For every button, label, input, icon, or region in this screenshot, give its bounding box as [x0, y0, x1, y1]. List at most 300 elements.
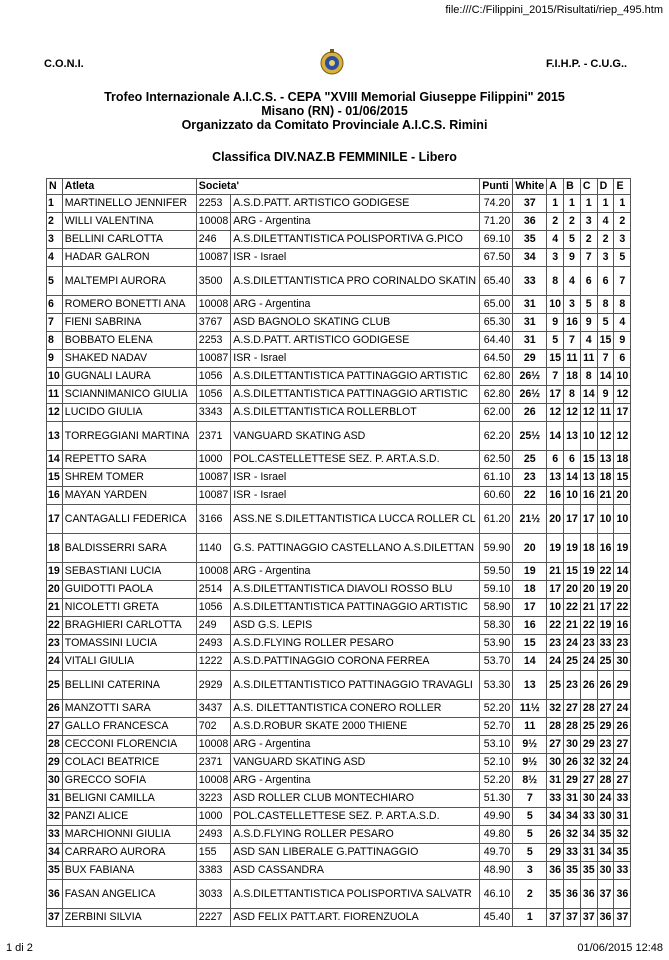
cell-a: 36	[547, 862, 564, 880]
cell-e: 24	[614, 754, 631, 772]
cell-societa: ASD ROLLER CLUB MONTECHIARO	[231, 790, 480, 808]
cell-n: 18	[47, 534, 63, 563]
cell-societa: A.S.D.PATT. ARTISTICO GODIGESE	[231, 332, 480, 350]
cell-a: 32	[547, 700, 564, 718]
cell-e: 27	[614, 736, 631, 754]
col-header-a: A	[547, 179, 564, 195]
cell-e: 22	[614, 599, 631, 617]
cell-n: 7	[47, 314, 63, 332]
table-row	[47, 880, 631, 909]
cell-n: 1	[47, 195, 63, 213]
cell-a: 28	[547, 718, 564, 736]
cell-c: 30	[580, 790, 597, 808]
cell-white: 31	[513, 314, 547, 332]
cell-b: 18	[564, 368, 581, 386]
cell-atleta: ROMERO BONETTI ANA	[62, 296, 196, 314]
cell-punti: 71.20	[480, 213, 513, 231]
cell-d: 22	[597, 563, 614, 581]
cell-c: 22	[580, 617, 597, 635]
cell-e: 5	[614, 249, 631, 267]
cell-societa: A.S. DILETTANTISTICA CONERO ROLLER	[231, 700, 480, 718]
table-row	[47, 772, 631, 790]
cell-c: 33	[580, 808, 597, 826]
cell-atleta: MARCHIONNI GIULIA	[62, 826, 196, 844]
cell-b: 6	[564, 451, 581, 469]
cell-c: 35	[580, 862, 597, 880]
cell-d: 32	[597, 754, 614, 772]
cell-d: 18	[597, 469, 614, 487]
cell-cod: 702	[196, 718, 230, 736]
cell-punti: 65.00	[480, 296, 513, 314]
cell-e: 10	[614, 505, 631, 534]
cell-c: 6	[580, 267, 597, 296]
cell-cod: 3223	[196, 790, 230, 808]
cell-d: 29	[597, 718, 614, 736]
cell-b: 1	[564, 195, 581, 213]
cell-e: 24	[614, 700, 631, 718]
table-row	[47, 671, 631, 700]
cell-b: 2	[564, 213, 581, 231]
cell-c: 14	[580, 386, 597, 404]
cell-b: 24	[564, 635, 581, 653]
cell-e: 23	[614, 635, 631, 653]
cell-e: 27	[614, 772, 631, 790]
col-header-d: D	[597, 179, 614, 195]
cell-societa: POL.CASTELLETTESE SEZ. P. ART.A.S.D.	[231, 451, 480, 469]
cell-atleta: SHAKED NADAV	[62, 350, 196, 368]
cell-b: 12	[564, 404, 581, 422]
cell-societa: VANGUARD SKATING ASD	[231, 422, 480, 451]
cell-punti: 62.80	[480, 386, 513, 404]
cell-atleta: GALLO FRANCESCA	[62, 718, 196, 736]
cell-societa: A.S.DILETTANTISTICA PATTINAGGIO ARTISTIC	[231, 599, 480, 617]
cell-a: 14	[547, 422, 564, 451]
cell-white: 35	[513, 231, 547, 249]
table-row	[47, 808, 631, 826]
table-row	[47, 469, 631, 487]
cell-c: 24	[580, 653, 597, 671]
cell-e: 16	[614, 617, 631, 635]
table-row	[47, 581, 631, 599]
cell-societa: A.S.DILETTANTISTICA PATTINAGGIO ARTISTIC	[231, 368, 480, 386]
table-row	[47, 563, 631, 581]
cell-cod: 3166	[196, 505, 230, 534]
cell-b: 10	[564, 487, 581, 505]
cell-cod: 2371	[196, 754, 230, 772]
cell-n: 31	[47, 790, 63, 808]
cell-b: 20	[564, 581, 581, 599]
cell-white: 3	[513, 862, 547, 880]
cell-white: 21½	[513, 505, 547, 534]
cell-cod: 10008	[196, 772, 230, 790]
cell-white: 19	[513, 563, 547, 581]
cell-societa: A.S.DILETTANTISTICA DIAVOLI ROSSO BLU	[231, 581, 480, 599]
cell-c: 31	[580, 844, 597, 862]
cell-societa: A.S.DILETTANTISTICA POLISPORTIVA SALVATR	[231, 880, 480, 909]
cell-d: 6	[597, 267, 614, 296]
cell-e: 12	[614, 386, 631, 404]
table-row	[47, 862, 631, 880]
cell-atleta: TORREGGIANI MARTINA	[62, 422, 196, 451]
table-row	[47, 386, 631, 404]
table-row	[47, 736, 631, 754]
classification-title: Classifica DIV.NAZ.B FEMMINILE - Libero	[212, 150, 457, 164]
cell-n: 32	[47, 808, 63, 826]
cell-atleta: WILLI VALENTINA	[62, 213, 196, 231]
event-organizer: Organizzato da Comitato Provinciale A.I.C.S. Rimini	[181, 118, 488, 132]
cell-white: 9½	[513, 754, 547, 772]
cell-b: 31	[564, 790, 581, 808]
cell-punti: 46.10	[480, 880, 513, 909]
cell-c: 13	[580, 469, 597, 487]
cell-punti: 53.70	[480, 653, 513, 671]
cell-punti: 53.10	[480, 736, 513, 754]
cell-punti: 58.90	[480, 599, 513, 617]
cell-d: 11	[597, 404, 614, 422]
cell-b: 3	[564, 296, 581, 314]
cell-c: 3	[580, 213, 597, 231]
table-row	[47, 404, 631, 422]
cell-white: 16	[513, 617, 547, 635]
cell-a: 10	[547, 296, 564, 314]
cell-b: 7	[564, 332, 581, 350]
cell-cod: 3033	[196, 880, 230, 909]
cell-d: 26	[597, 671, 614, 700]
cell-c: 25	[580, 718, 597, 736]
cell-white: 2	[513, 880, 547, 909]
table-row	[47, 350, 631, 368]
cell-societa: ASD CASSANDRA	[231, 862, 480, 880]
cell-white: 1	[513, 909, 547, 927]
cell-e: 26	[614, 718, 631, 736]
col-header-b: B	[564, 179, 581, 195]
cell-c: 15	[580, 451, 597, 469]
cell-punti: 59.10	[480, 581, 513, 599]
cell-punti: 49.90	[480, 808, 513, 826]
cell-b: 11	[564, 350, 581, 368]
cell-c: 26	[580, 671, 597, 700]
cell-white: 11	[513, 718, 547, 736]
cell-n: 5	[47, 267, 63, 296]
cell-cod: 3500	[196, 267, 230, 296]
cell-cod: 155	[196, 844, 230, 862]
cell-a: 9	[547, 314, 564, 332]
cell-c: 28	[580, 700, 597, 718]
cell-societa: ISR - Israel	[231, 469, 480, 487]
cell-b: 4	[564, 267, 581, 296]
cell-societa: A.S.D.PATTINAGGIO CORONA FERREA	[231, 653, 480, 671]
cell-white: 18	[513, 581, 547, 599]
cell-cod: 1056	[196, 599, 230, 617]
table-row	[47, 195, 631, 213]
cell-n: 23	[47, 635, 63, 653]
cell-c: 32	[580, 754, 597, 772]
cell-d: 30	[597, 862, 614, 880]
cell-d: 19	[597, 617, 614, 635]
cell-n: 13	[47, 422, 63, 451]
cell-b: 37	[564, 909, 581, 927]
cell-n: 34	[47, 844, 63, 862]
cell-cod: 1000	[196, 451, 230, 469]
cell-a: 22	[547, 617, 564, 635]
table-row	[47, 635, 631, 653]
cell-e: 33	[614, 862, 631, 880]
cell-atleta: FIENI SABRINA	[62, 314, 196, 332]
cell-punti: 52.20	[480, 772, 513, 790]
cell-atleta: LUCIDO GIULIA	[62, 404, 196, 422]
cell-cod: 246	[196, 231, 230, 249]
cell-societa: A.S.D.FLYING ROLLER PESARO	[231, 635, 480, 653]
cell-punti: 69.10	[480, 231, 513, 249]
event-titles	[0, 90, 669, 132]
cell-white: 31	[513, 332, 547, 350]
cell-d: 28	[597, 772, 614, 790]
cell-a: 31	[547, 772, 564, 790]
cell-atleta: CANTAGALLI FEDERICA	[62, 505, 196, 534]
cell-d: 3	[597, 249, 614, 267]
cell-d: 15	[597, 332, 614, 350]
cell-societa: A.S.DILETTANTISTICA PRO CORINALDO SKATIN	[231, 267, 480, 296]
cell-e: 33	[614, 790, 631, 808]
cell-societa: VANGUARD SKATING ASD	[231, 754, 480, 772]
cell-white: 29	[513, 350, 547, 368]
cell-n: 20	[47, 581, 63, 599]
cell-n: 28	[47, 736, 63, 754]
cell-b: 5	[564, 231, 581, 249]
cell-a: 2	[547, 213, 564, 231]
federation-crest-icon	[319, 48, 345, 76]
cell-a: 27	[547, 736, 564, 754]
cell-punti: 58.30	[480, 617, 513, 635]
cell-b: 28	[564, 718, 581, 736]
cell-societa: A.S.DILETTANTISTICA ROLLERBLOT	[231, 404, 480, 422]
cell-c: 5	[580, 296, 597, 314]
cell-c: 17	[580, 505, 597, 534]
cell-cod: 1140	[196, 534, 230, 563]
col-header-e: E	[614, 179, 631, 195]
cell-e: 30	[614, 653, 631, 671]
table-row	[47, 368, 631, 386]
cell-punti: 62.00	[480, 404, 513, 422]
cell-atleta: HADAR GALRON	[62, 249, 196, 267]
cell-white: 15	[513, 635, 547, 653]
cell-white: 34	[513, 249, 547, 267]
cell-a: 30	[547, 754, 564, 772]
header-coni: C.O.N.I.	[44, 58, 84, 70]
table-row	[47, 267, 631, 296]
cell-punti: 51.30	[480, 790, 513, 808]
cell-societa: ASD BAGNOLO SKATING CLUB	[231, 314, 480, 332]
cell-white: 31	[513, 296, 547, 314]
cell-n: 4	[47, 249, 63, 267]
cell-n: 10	[47, 368, 63, 386]
cell-cod: 2493	[196, 826, 230, 844]
cell-punti: 67.50	[480, 249, 513, 267]
cell-a: 29	[547, 844, 564, 862]
cell-societa: ASD FELIX PATT.ART. FIORENZUOLA	[231, 909, 480, 927]
table-row	[47, 844, 631, 862]
cell-cod: 1056	[196, 368, 230, 386]
cell-societa: ARG - Argentina	[231, 563, 480, 581]
cell-e: 9	[614, 332, 631, 350]
cell-cod: 1056	[196, 386, 230, 404]
cell-white: 26	[513, 404, 547, 422]
cell-cod: 2253	[196, 332, 230, 350]
cell-e: 36	[614, 880, 631, 909]
footer-datetime: 01/06/2015 12:48	[577, 942, 663, 954]
cell-d: 7	[597, 350, 614, 368]
cell-b: 9	[564, 249, 581, 267]
cell-c: 12	[580, 404, 597, 422]
cell-n: 14	[47, 451, 63, 469]
cell-punti: 49.70	[480, 844, 513, 862]
cell-d: 17	[597, 599, 614, 617]
table-row	[47, 700, 631, 718]
cell-societa: ISR - Israel	[231, 249, 480, 267]
cell-a: 10	[547, 599, 564, 617]
cell-punti: 65.30	[480, 314, 513, 332]
cell-cod: 10008	[196, 296, 230, 314]
cell-white: 8½	[513, 772, 547, 790]
cell-b: 14	[564, 469, 581, 487]
cell-e: 3	[614, 231, 631, 249]
cell-b: 17	[564, 505, 581, 534]
table-row	[47, 249, 631, 267]
cell-c: 2	[580, 231, 597, 249]
cell-c: 19	[580, 563, 597, 581]
table-row	[47, 826, 631, 844]
cell-e: 35	[614, 844, 631, 862]
cell-punti: 60.60	[480, 487, 513, 505]
cell-n: 30	[47, 772, 63, 790]
table-row	[47, 599, 631, 617]
cell-n: 33	[47, 826, 63, 844]
table-row	[47, 451, 631, 469]
cell-atleta: CARRARO AURORA	[62, 844, 196, 862]
cell-atleta: BOBBATO ELENA	[62, 332, 196, 350]
cell-cod: 10008	[196, 213, 230, 231]
cell-cod: 10087	[196, 469, 230, 487]
cell-b: 29	[564, 772, 581, 790]
cell-e: 29	[614, 671, 631, 700]
cell-societa: POL.CASTELLETTESE SEZ. P. ART.A.S.D.	[231, 808, 480, 826]
cell-white: 17	[513, 599, 547, 617]
cell-white: 26½	[513, 368, 547, 386]
table-row	[47, 314, 631, 332]
cell-c: 36	[580, 880, 597, 909]
cell-atleta: BELIGNI CAMILLA	[62, 790, 196, 808]
cell-c: 27	[580, 772, 597, 790]
cell-b: 16	[564, 314, 581, 332]
cell-d: 35	[597, 826, 614, 844]
col-header-white: White	[513, 179, 547, 195]
cell-n: 36	[47, 880, 63, 909]
cell-b: 15	[564, 563, 581, 581]
table-row	[47, 653, 631, 671]
cell-d: 21	[597, 487, 614, 505]
cell-atleta: COLACI BEATRICE	[62, 754, 196, 772]
cell-d: 13	[597, 451, 614, 469]
cell-c: 21	[580, 599, 597, 617]
cell-b: 30	[564, 736, 581, 754]
cell-white: 25½	[513, 422, 547, 451]
cell-d: 37	[597, 880, 614, 909]
cell-atleta: SHREM TOMER	[62, 469, 196, 487]
cell-n: 27	[47, 718, 63, 736]
cell-e: 12	[614, 422, 631, 451]
cell-punti: 49.80	[480, 826, 513, 844]
cell-e: 1	[614, 195, 631, 213]
cell-cod: 10087	[196, 487, 230, 505]
cell-n: 16	[47, 487, 63, 505]
cell-societa: A.S.D.PATT. ARTISTICO GODIGESE	[231, 195, 480, 213]
cell-a: 24	[547, 653, 564, 671]
cell-a: 37	[547, 909, 564, 927]
cell-a: 15	[547, 350, 564, 368]
cell-c: 18	[580, 534, 597, 563]
cell-punti: 59.50	[480, 563, 513, 581]
cell-c: 23	[580, 635, 597, 653]
cell-n: 15	[47, 469, 63, 487]
cell-n: 6	[47, 296, 63, 314]
table-row	[47, 505, 631, 534]
cell-d: 34	[597, 844, 614, 862]
cell-atleta: MALTEMPI AURORA	[62, 267, 196, 296]
cell-b: 23	[564, 671, 581, 700]
cell-a: 35	[547, 880, 564, 909]
cell-atleta: TOMASSINI LUCIA	[62, 635, 196, 653]
cell-a: 34	[547, 808, 564, 826]
cell-n: 37	[47, 909, 63, 927]
cell-white: 36	[513, 213, 547, 231]
cell-c: 20	[580, 581, 597, 599]
cell-n: 9	[47, 350, 63, 368]
cell-a: 17	[547, 386, 564, 404]
cell-d: 14	[597, 368, 614, 386]
cell-a: 8	[547, 267, 564, 296]
cell-atleta: ZERBINI SILVIA	[62, 909, 196, 927]
cell-a: 23	[547, 635, 564, 653]
cell-d: 4	[597, 213, 614, 231]
cell-punti: 65.40	[480, 267, 513, 296]
cell-punti: 64.50	[480, 350, 513, 368]
cell-atleta: VITALI GIULIA	[62, 653, 196, 671]
event-title: Trofeo Internazionale A.I.C.S. - CEPA "XVIII Memorial Giuseppe Filippini" 2015	[104, 90, 565, 104]
cell-b: 26	[564, 754, 581, 772]
cell-n: 12	[47, 404, 63, 422]
cell-white: 5	[513, 826, 547, 844]
cell-cod: 1000	[196, 808, 230, 826]
col-header-c: C	[580, 179, 597, 195]
cell-d: 1	[597, 195, 614, 213]
cell-cod: 10087	[196, 249, 230, 267]
cell-white: 33	[513, 267, 547, 296]
cell-n: 26	[47, 700, 63, 718]
cell-cod: 3437	[196, 700, 230, 718]
cell-societa: ARG - Argentina	[231, 213, 480, 231]
cell-white: 22	[513, 487, 547, 505]
table-row	[47, 213, 631, 231]
cell-d: 19	[597, 581, 614, 599]
cell-white: 5	[513, 808, 547, 826]
cell-n: 19	[47, 563, 63, 581]
cell-atleta: NICOLETTI GRETA	[62, 599, 196, 617]
cell-d: 25	[597, 653, 614, 671]
cell-b: 13	[564, 422, 581, 451]
cell-punti: 45.40	[480, 909, 513, 927]
cell-d: 27	[597, 700, 614, 718]
cell-d: 10	[597, 505, 614, 534]
